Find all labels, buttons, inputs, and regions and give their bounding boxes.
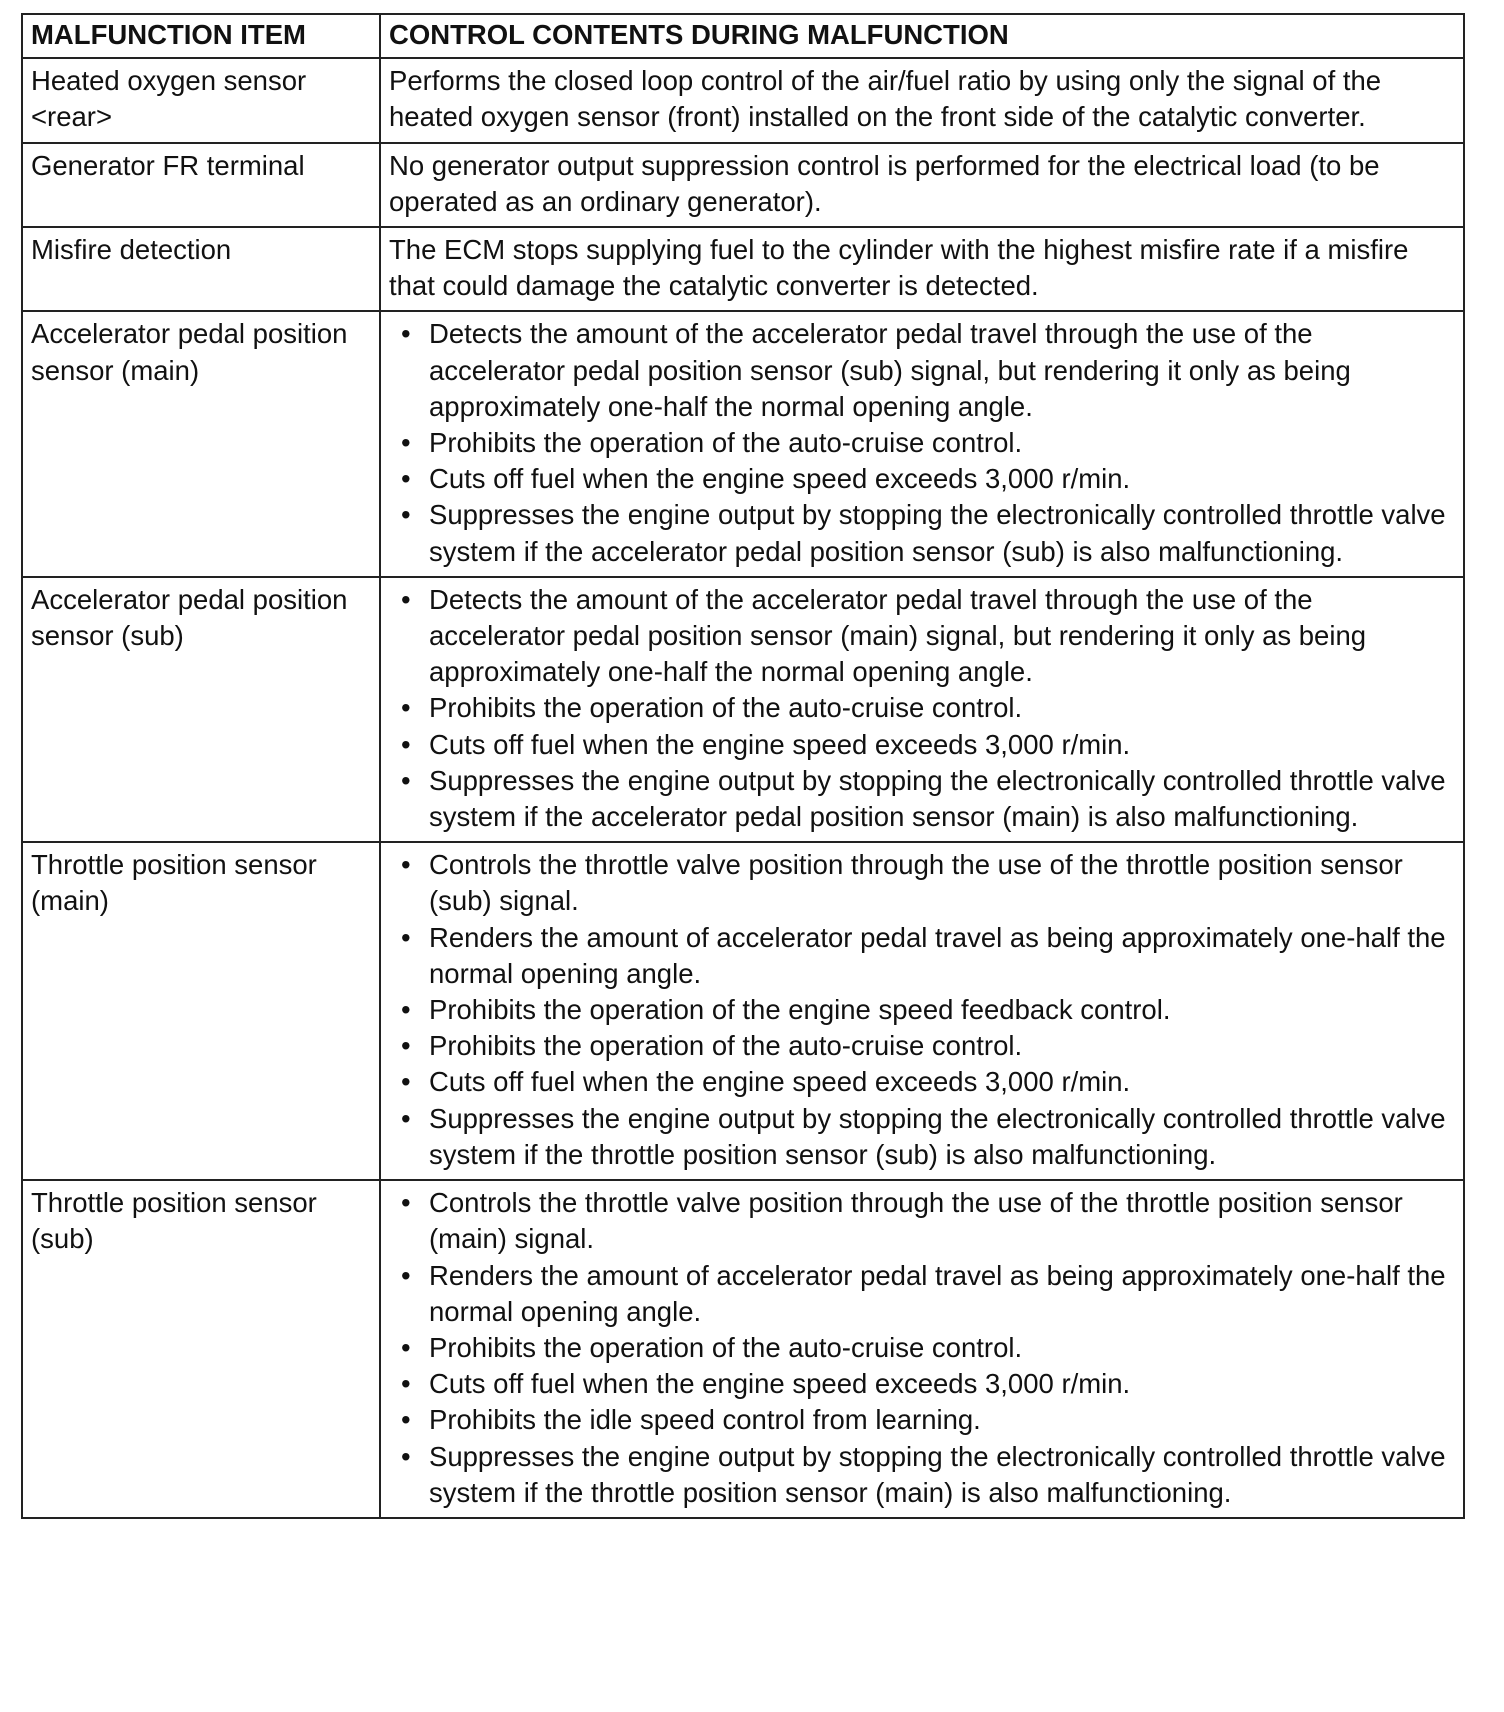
control-bullet-item: • Suppresses the engine output by stopping the electronically controlled throttle valve system if the throttle position sensor (main) is also malfunctioning. <box>389 1439 1455 1511</box>
malfunction-item-cell: Generator FR terminal <box>22 143 380 227</box>
control-bullet-list <box>389 316 1455 569</box>
control-bullet-item: • Prohibits the operation of the auto-cruise control. <box>389 1330 1455 1366</box>
malfunction-item-cell: Misfire detection <box>22 227 380 311</box>
malfunction-item-cell: Accelerator pedal position sensor (main) <box>22 311 380 576</box>
control-bullet-item: • Prohibits the operation of the engine speed feedback control. <box>389 992 1455 1028</box>
control-bullet-list <box>389 847 1455 1173</box>
control-bullet-item: • Detects the amount of the accelerator pedal travel through the use of the accelerator pedal position sensor (main) signal, but rendering it only as being approximately one-half the normal opening angle. <box>389 582 1455 691</box>
control-bullet-item: • Suppresses the engine output by stopping the electronically controlled throttle valve system if the throttle position sensor (sub) is also malfunctioning. <box>389 1101 1455 1173</box>
control-contents-cell <box>380 577 1464 842</box>
control-bullet-list <box>389 1185 1455 1511</box>
control-contents-cell: The ECM stops supplying fuel to the cylinder with the highest misfire rate if a misfire that could damage the catalytic converter is detected. <box>380 227 1464 311</box>
malfunction-control-table <box>21 13 1465 1519</box>
table-row <box>22 143 1464 227</box>
control-contents-cell <box>380 1180 1464 1518</box>
malfunction-item-cell: Throttle position sensor (sub) <box>22 1180 380 1518</box>
header-malfunction-item: MALFUNCTION ITEM <box>22 14 380 58</box>
table-body <box>22 58 1464 1518</box>
table-row <box>22 227 1464 311</box>
malfunction-item-cell: Throttle position sensor (main) <box>22 842 380 1180</box>
control-bullet-item: • Cuts off fuel when the engine speed exceeds 3,000 r/min. <box>389 461 1455 497</box>
control-bullet-item: • Suppresses the engine output by stopping the electronically controlled throttle valve system if the accelerator pedal position sensor (sub) is also malfunctioning. <box>389 497 1455 569</box>
control-bullet-item: • Prohibits the operation of the auto-cruise control. <box>389 1028 1455 1064</box>
document-page <box>21 13 1463 1519</box>
table-row <box>22 842 1464 1180</box>
control-bullet-item: • Renders the amount of accelerator pedal travel as being approximately one-half the normal opening angle. <box>389 1258 1455 1330</box>
control-bullet-item: • Cuts off fuel when the engine speed exceeds 3,000 r/min. <box>389 1064 1455 1100</box>
table-row <box>22 577 1464 842</box>
table-row <box>22 311 1464 576</box>
header-control-contents: CONTROL CONTENTS DURING MALFUNCTION <box>380 14 1464 58</box>
control-bullet-item: • Controls the throttle valve position through the use of the throttle position sensor (main) signal. <box>389 1185 1455 1257</box>
control-contents-cell <box>380 311 1464 576</box>
control-bullet-item: • Cuts off fuel when the engine speed exceeds 3,000 r/min. <box>389 1366 1455 1402</box>
control-contents-cell <box>380 842 1464 1180</box>
control-bullet-item: • Detects the amount of the accelerator pedal travel through the use of the accelerator pedal position sensor (sub) signal, but rendering it only as being approximately one-half the normal opening angle. <box>389 316 1455 425</box>
control-bullet-item: • Cuts off fuel when the engine speed exceeds 3,000 r/min. <box>389 727 1455 763</box>
table-header-row <box>22 14 1464 58</box>
control-bullet-item: • Prohibits the operation of the auto-cruise control. <box>389 425 1455 461</box>
control-bullet-item: • Prohibits the operation of the auto-cruise control. <box>389 690 1455 726</box>
malfunction-item-cell: Heated oxygen sensor <rear> <box>22 58 380 142</box>
control-contents-cell: Performs the closed loop control of the air/fuel ratio by using only the signal of the heated oxygen sensor (front) installed on the front side of the catalytic converter. <box>380 58 1464 142</box>
table-row <box>22 58 1464 142</box>
control-bullet-item: • Controls the throttle valve position through the use of the throttle position sensor (sub) signal. <box>389 847 1455 919</box>
control-bullet-list <box>389 582 1455 835</box>
control-bullet-item: • Renders the amount of accelerator pedal travel as being approximately one-half the normal opening angle. <box>389 920 1455 992</box>
control-contents-cell: No generator output suppression control is performed for the electrical load (to be operated as an ordinary generator). <box>380 143 1464 227</box>
control-bullet-item: • Prohibits the idle speed control from learning. <box>389 1402 1455 1438</box>
malfunction-item-cell: Accelerator pedal position sensor (sub) <box>22 577 380 842</box>
table-row <box>22 1180 1464 1518</box>
control-bullet-item: • Suppresses the engine output by stopping the electronically controlled throttle valve system if the accelerator pedal position sensor (main) is also malfunctioning. <box>389 763 1455 835</box>
